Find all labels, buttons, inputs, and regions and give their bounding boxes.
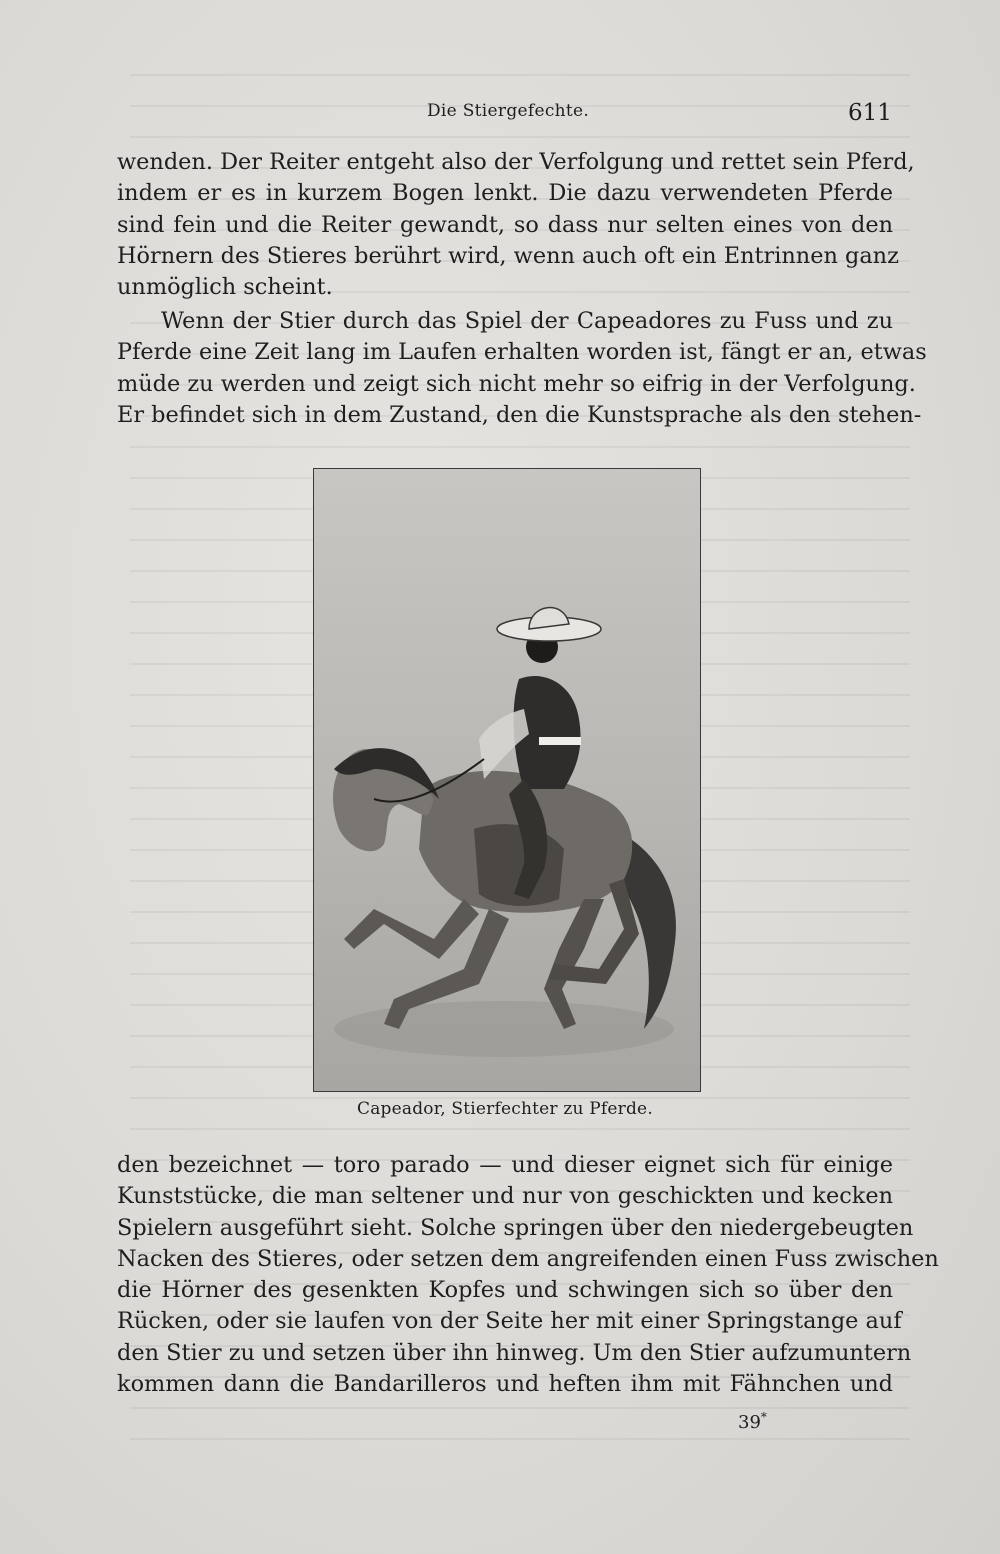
text-line: indem er es in kurzem Bogen lenkt. Die dazu verwendeten Pferde [117, 180, 893, 207]
running-head: Die Stiergefechte. [427, 101, 590, 121]
text-line: Rücken, oder sie laufen von der Seite her mit einer Springstange auf [117, 1308, 902, 1335]
text-line: unmöglich scheint. [117, 274, 333, 301]
signature-number: 39 [738, 1412, 761, 1433]
paragraph-1 [117, 147, 915, 303]
text-line: Spielern ausgeführt sieht. Solche springen über den niedergebeugten [117, 1214, 914, 1241]
page-number: 611 [848, 100, 892, 126]
text-line: sind fein und die Reiter gewandt, so dass nur selten eines von den [117, 211, 893, 238]
text-line: müde zu werden und zeigt sich nicht mehr so eifrig in der Verfolgung. [117, 370, 916, 397]
text-line: Pferde eine Zeit lang im Laufen erhalten worden ist, fängt er an, etwas [117, 339, 927, 366]
printer-signature [738, 1410, 767, 1433]
paragraph-2 [117, 306, 927, 431]
ground-shadow [334, 1001, 674, 1057]
text-line: wenden. Der Reiter entgeht also der Verfolgung und rettet sein Pferd, [117, 149, 915, 175]
illustration-capeador [313, 468, 701, 1092]
text-line: Wenn der Stier durch das Spiel der Capeadores zu Fuss und zu [161, 308, 893, 334]
text-line: Er befindet sich in dem Zustand, den die Kunstsprache als den stehen- [117, 401, 922, 428]
text-line: Kunststücke, die man seltener und nur von geschickten und kecken [117, 1183, 893, 1210]
text-line: die Hörner des gesenkten Kopfes und schwingen sich so über den [117, 1277, 893, 1304]
figure-caption: Capeador, Stierfechter zu Pferde. [357, 1099, 653, 1119]
horse-rider-drawing [314, 469, 700, 1091]
paragraph-3 [117, 1150, 939, 1400]
text-line: Nacken des Stieres, oder setzen dem angreifenden einen Fuss zwischen [117, 1245, 939, 1272]
text-line: Hörnern des Stieres berührt wird, wenn auch oft ein Entrinnen ganz [117, 242, 899, 269]
horse-front-leg-raised [344, 899, 479, 959]
rider-sash [539, 737, 581, 745]
text-line: den Stier zu und setzen über ihn hinweg. Um den Stier aufzumuntern [117, 1339, 912, 1366]
text-line: kommen dann die Bandarilleros und heften ihm mit Fähnchen und [117, 1371, 893, 1398]
signature-mark: * [760, 1410, 767, 1424]
text-line: den bezeichnet — toro parado — und dieser eignet sich für einige [117, 1152, 893, 1178]
